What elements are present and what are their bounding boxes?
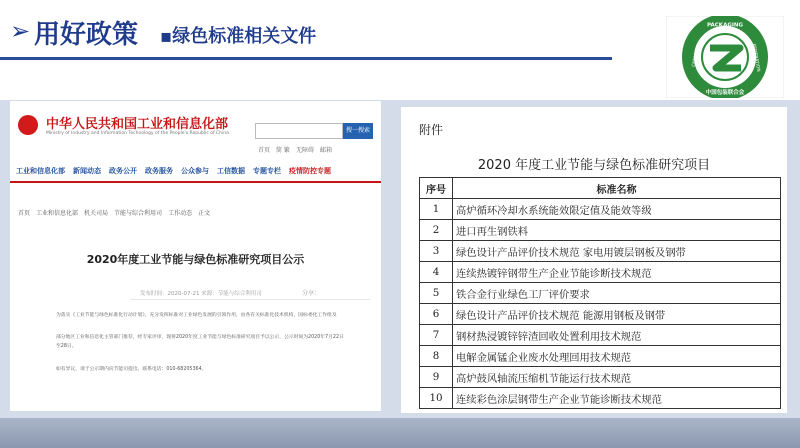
column-header-no: 序号 [420, 178, 453, 199]
share-label: 分享： [302, 290, 321, 297]
nav-item-news[interactable]: 新闻动态 [73, 167, 101, 175]
column-header-name: 标准名称 [453, 178, 781, 199]
row-number: 1 [420, 199, 453, 220]
attachment-label: 附件 [419, 123, 444, 137]
quick-link-home[interactable]: 首页 [258, 147, 271, 154]
divider [130, 299, 370, 300]
breadcrumb-item: 正文 [198, 210, 211, 217]
nav-item-gov-affairs[interactable]: 政务公开 [109, 167, 137, 175]
slide-header [0, 0, 800, 98]
table-row [420, 304, 781, 325]
nav-item-epidemic[interactable]: 疫情防控专题 [289, 167, 331, 175]
nav-item-gov-services[interactable]: 政务服务 [145, 167, 173, 175]
row-number: 8 [420, 346, 453, 367]
standard-name: 连续彩色涂层钢带生产企业节能诊断技术规范 [453, 388, 781, 409]
standard-name: 进口再生钢铁料 [453, 220, 781, 241]
slide-title: 用好政策 [34, 20, 139, 50]
standard-name: 绿色设计产品评价技术规范 家电用镀层钢板及钢带 [453, 241, 781, 262]
table-header-row [420, 178, 781, 199]
search-input[interactable] [255, 123, 343, 139]
miit-webpage-screenshot [10, 101, 381, 411]
miit-org-english: Ministry of Industry and Information Technology of the People's Republic of China [46, 131, 229, 136]
nav-item-topics[interactable]: 专题专栏 [253, 167, 281, 175]
cpf-logo [666, 16, 784, 98]
standard-name: 绿色设计产品评价技术规范 能源用钢板及钢带 [453, 304, 781, 325]
quick-link-mail[interactable]: 邮箱 [319, 147, 332, 154]
quick-links [258, 145, 332, 154]
breadcrumb-item[interactable]: 节能与综合利用司 [114, 210, 163, 217]
national-emblem-icon [18, 115, 38, 135]
standard-name: 电解金属锰企业废水处理回用技术规范 [453, 346, 781, 367]
arrow-bullet-icon: ➢ [10, 17, 31, 45]
breadcrumb-item[interactable]: 首页 [18, 210, 31, 217]
breadcrumb [18, 208, 210, 217]
table-row [420, 220, 781, 241]
row-number: 10 [420, 388, 453, 409]
svg-text:PACKAGING: PACKAGING [706, 22, 744, 29]
title-underline [0, 57, 612, 60]
standard-name: 高炉鼓风轴流压缩机节能运行技术规范 [453, 367, 781, 388]
table-row [420, 199, 781, 220]
table-row [420, 367, 781, 388]
table-row [420, 283, 781, 304]
project-table [419, 177, 781, 409]
table-row [420, 241, 781, 262]
standard-name: 铁合金行业绿色工厂评价要求 [453, 283, 781, 304]
row-number: 2 [420, 220, 453, 241]
svg-text:中国包装联合会: 中国包装联合会 [705, 90, 745, 96]
attachment-title: 2020 年度工业节能与绿色标准研究项目 [477, 158, 711, 173]
row-number: 6 [420, 304, 453, 325]
nav-item-participation[interactable]: 公众参与 [181, 167, 209, 175]
breadcrumb-item[interactable]: 机关司局 [84, 210, 109, 217]
row-number: 3 [420, 241, 453, 262]
table-row [420, 346, 781, 367]
quick-link-accessibility[interactable]: 无障碍 [295, 147, 314, 154]
article-paragraph: 如有异议，请于公示期内向节能司提出。联系电话：010-68205364。 [56, 367, 207, 372]
attachment-document [401, 107, 787, 413]
footer-band [0, 418, 800, 448]
row-number: 9 [420, 367, 453, 388]
table-row [420, 262, 781, 283]
standard-name: 连续热镀锌钢带生产企业节能诊断技术规范 [453, 262, 781, 283]
search-button[interactable]: 搜一搜索 [343, 123, 373, 139]
row-number: 5 [420, 283, 453, 304]
standard-name: 高炉循环冷却水系统能效限定值及能效等级 [453, 199, 781, 220]
cpf-logo-icon [666, 16, 784, 98]
slide-subtitle: ▪绿色标准相关文件 [160, 26, 317, 47]
row-number: 4 [420, 262, 453, 283]
breadcrumb-item[interactable]: 工业和信息化部 [36, 210, 79, 217]
table-row [420, 325, 781, 346]
article-paragraph: 为落实《工业节能与绿色标准化行动计划》，充分发挥标准对工业绿色发展的引领作用，由各有关标准化技术机构，国标委化工作组及 [56, 313, 337, 318]
nav-item-data[interactable]: 工信数据 [217, 167, 245, 175]
row-number: 7 [420, 325, 453, 346]
article-date: 发布时间：2020-07-21 来源：节能与综合利用司 [140, 291, 262, 297]
table-row [420, 388, 781, 409]
svg-text:CHINA: CHINA [691, 52, 700, 68]
svg-text:FEDERATION: FEDERATION [750, 43, 761, 73]
miit-org-name: 中华人民共和国工业和信息化部 [46, 117, 229, 132]
article-title: 2020年度工业节能与绿色标准研究项目公示 [86, 253, 305, 266]
quick-link-lang[interactable]: 简 繁 [276, 147, 290, 154]
standard-name: 钢材热浸镀锌锌渣回收处置利用技术规范 [453, 325, 781, 346]
main-nav [10, 161, 381, 183]
breadcrumb-item[interactable]: 工作动态 [168, 210, 193, 217]
article-paragraph: 部分地区工业和信息化主管部门推荐，经专家评审，现将2020年度工业节能与绿色标准研究项目予以公示，公示时间为2020年7月22日至28日。 [56, 335, 344, 349]
nav-item-home[interactable]: 工业和信息化部 [16, 167, 65, 175]
